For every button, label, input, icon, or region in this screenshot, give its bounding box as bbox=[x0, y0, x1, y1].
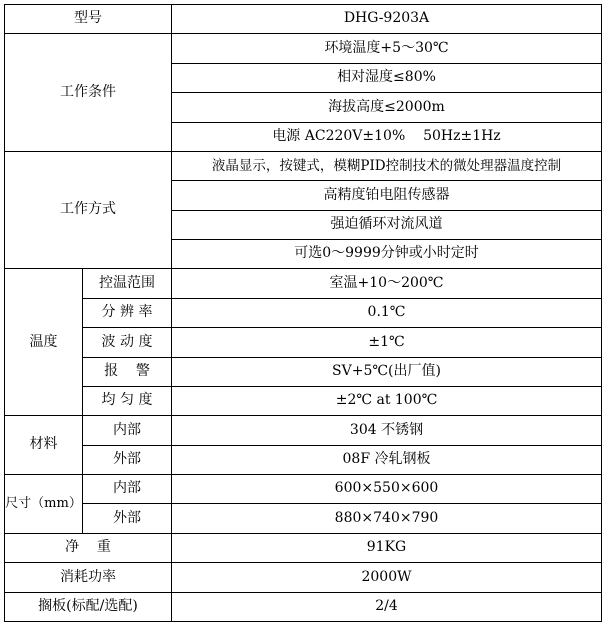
row-material bbox=[5, 416, 602, 445]
material-label: 材料 bbox=[5, 416, 83, 475]
spec-table bbox=[4, 4, 602, 622]
condition-value: 相对湿度≤80% bbox=[172, 63, 602, 92]
material-value: 304 不锈钢 bbox=[172, 416, 602, 445]
mode-value: 液晶显示，按键式，模糊PID控制技术的微处理器温度控制 bbox=[172, 151, 602, 180]
material-value: 08F 冷轧钢板 bbox=[172, 445, 602, 474]
power-value: 2000W bbox=[172, 563, 602, 592]
row-temperature bbox=[5, 328, 602, 357]
net-weight-label: 净 重 bbox=[5, 533, 172, 562]
temperature-param-value: ±2℃ at 100℃ bbox=[172, 386, 602, 415]
temperature-param-value: SV+5℃(出厂值) bbox=[172, 357, 602, 386]
temperature-param-value: ±1℃ bbox=[172, 328, 602, 357]
dimensions-value: 880×740×790 bbox=[172, 504, 602, 533]
row-model bbox=[5, 5, 602, 34]
temperature-param-label: 均 匀 度 bbox=[83, 386, 172, 415]
working-mode-label: 工作方式 bbox=[5, 151, 172, 269]
row-temperature bbox=[5, 269, 602, 298]
temperature-param-label: 报 警 bbox=[83, 357, 172, 386]
model-value: DHG-9203A bbox=[172, 5, 602, 34]
row-shelves bbox=[5, 592, 602, 622]
temperature-param-label: 波 动 度 bbox=[83, 328, 172, 357]
row-dimensions bbox=[5, 475, 602, 504]
condition-value: 环境温度+5～30℃ bbox=[172, 34, 602, 63]
row-power bbox=[5, 563, 602, 592]
temperature-param-label: 控温范围 bbox=[83, 269, 172, 298]
row-temperature bbox=[5, 298, 602, 327]
row-dimensions bbox=[5, 504, 602, 533]
row-condition bbox=[5, 34, 602, 63]
temperature-param-label: 分 辨 率 bbox=[83, 298, 172, 327]
dimensions-value: 600×550×600 bbox=[172, 475, 602, 504]
dimensions-part-label: 内部 bbox=[83, 475, 172, 504]
dimensions-label: 尺寸（mm） bbox=[5, 475, 83, 534]
mode-value: 高精度铂电阻传感器 bbox=[172, 181, 602, 210]
temperature-param-value: 0.1℃ bbox=[172, 298, 602, 327]
temperature-param-value: 室温+10～200℃ bbox=[172, 269, 602, 298]
row-temperature bbox=[5, 357, 602, 386]
mode-value: 强迫循环对流风道 bbox=[172, 210, 602, 239]
row-mode bbox=[5, 151, 602, 180]
power-label: 消耗功率 bbox=[5, 563, 172, 592]
dimensions-part-label: 外部 bbox=[83, 504, 172, 533]
row-material bbox=[5, 445, 602, 474]
material-part-label: 内部 bbox=[83, 416, 172, 445]
material-part-label: 外部 bbox=[83, 445, 172, 474]
condition-value: 海拔高度≤2000m bbox=[172, 93, 602, 122]
shelves-value: 2/4 bbox=[172, 592, 602, 622]
net-weight-value: 91KG bbox=[172, 533, 602, 562]
mode-value: 可选0～9999分钟或小时定时 bbox=[172, 240, 602, 269]
model-label: 型号 bbox=[5, 5, 172, 34]
condition-value: 电源 AC220V±10% 50Hz±1Hz bbox=[172, 122, 602, 151]
temperature-label: 温度 bbox=[5, 269, 83, 416]
row-temperature bbox=[5, 386, 602, 415]
row-net-weight bbox=[5, 533, 602, 562]
shelves-label: 搁板(标配/选配) bbox=[5, 592, 172, 622]
working-conditions-label: 工作条件 bbox=[5, 34, 172, 152]
